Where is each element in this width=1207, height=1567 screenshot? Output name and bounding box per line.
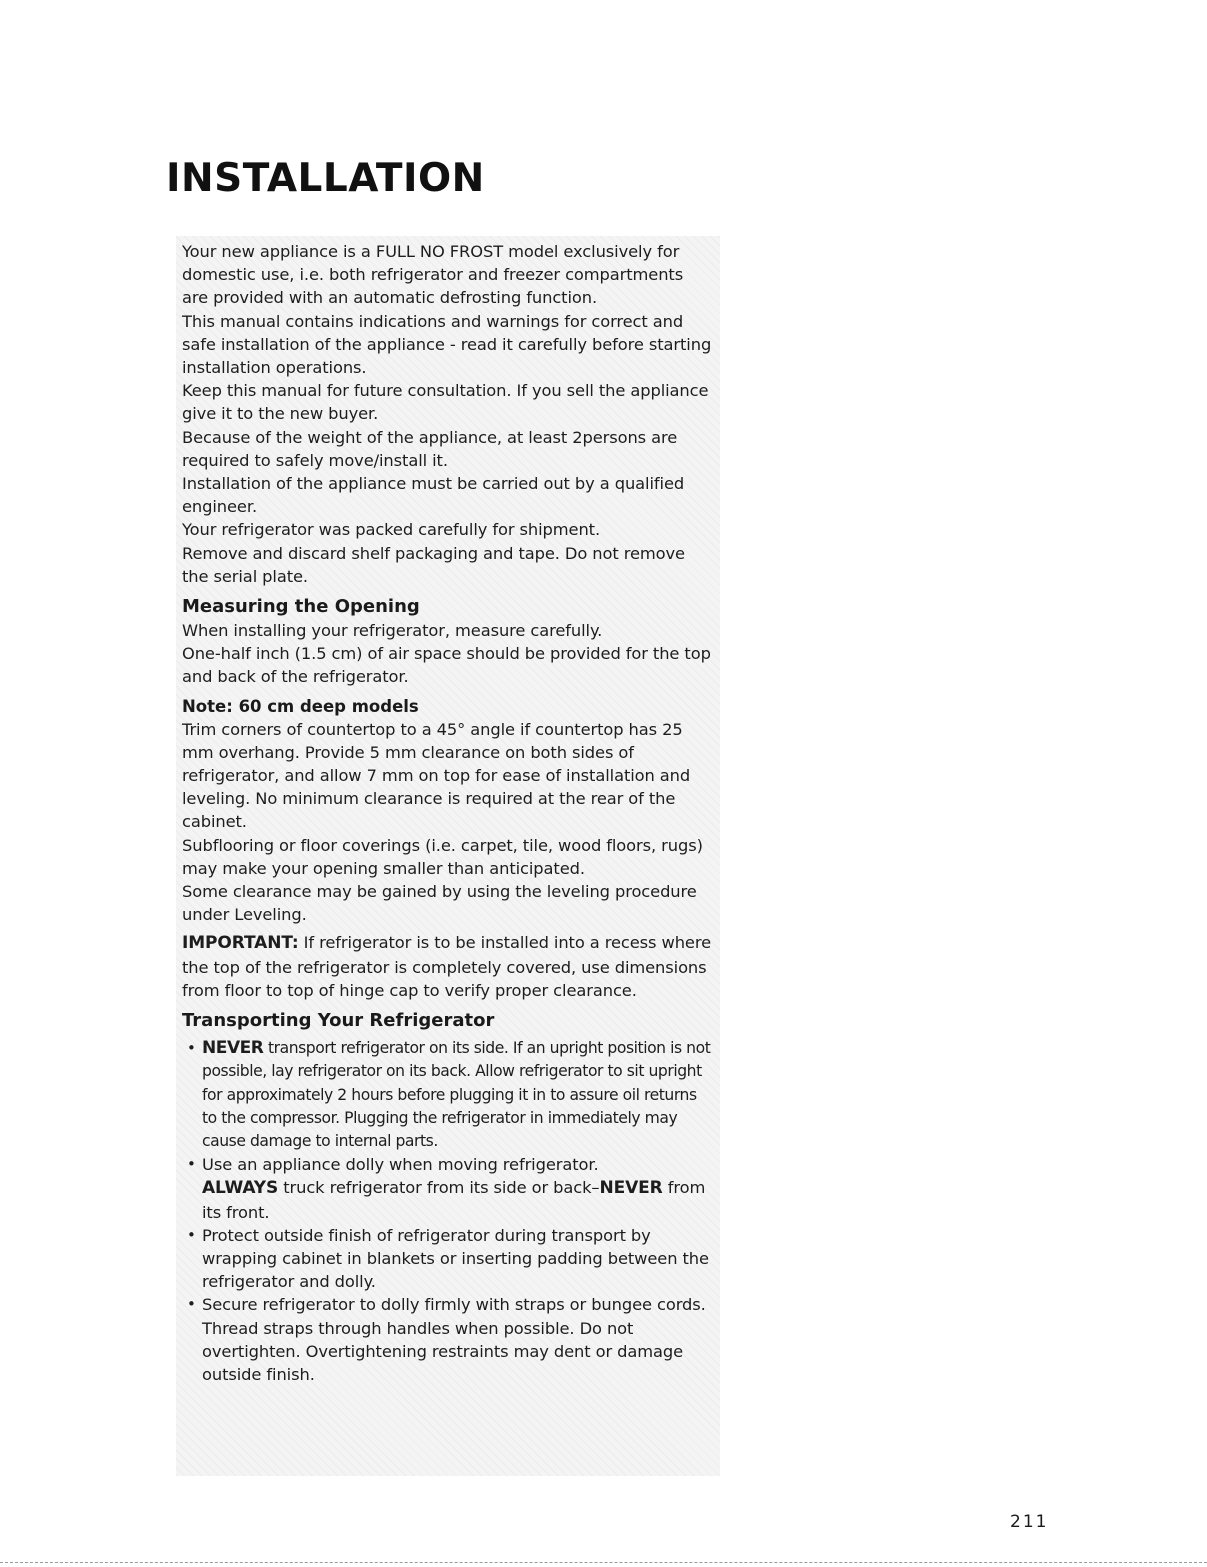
bullet-icon: •	[187, 1155, 196, 1174]
page-title: INSTALLATION	[166, 156, 485, 201]
bullet-text: Use an appliance dolly when moving refrigerator.	[202, 1155, 599, 1175]
list-item	[182, 1153, 712, 1224]
bullet-icon: •	[187, 1039, 196, 1058]
bullet-text: Secure refrigerator to dolly firmly with straps or bungee cords. Thread straps through handles when possible. Do not overtighten. Overtightening restraints may dent or damage outside finish.	[202, 1295, 706, 1384]
intro-paragraph-1: Your new appliance is a FULL NO FROST model exclusively for domestic use, i.e. both refrigerator and freezer compartments are provided with an automatic defrosting function.	[182, 242, 684, 308]
note-heading: Note: 60 cm deep models	[182, 696, 419, 716]
never-label: NEVER	[599, 1178, 663, 1199]
measuring-heading: Measuring the Opening	[182, 596, 420, 618]
intro-paragraph-2: This manual contains indications and warnings for correct and safe installation of the appliance - read it carefully before starting installation operations.	[182, 311, 712, 378]
always-label: ALWAYS	[202, 1178, 279, 1199]
never-label: NEVER	[202, 1038, 264, 1059]
bullet-icon: •	[187, 1295, 196, 1314]
note-paragraph-1: Trim corners of countertop to a 45° angle if countertop has 25 mm overhang. Provide 5 mm clearance on both sides of refrigerator, and allow 7 mm on top for ease of installation and leveling. No minimum clearance is required at the rear of the cabinet.	[182, 719, 691, 832]
content-panel	[176, 236, 720, 1476]
transport-heading: Transporting Your Refrigerator	[182, 1010, 495, 1032]
intro-paragraph-4: Because of the weight of the appliance, at least 2persons are required to safely move/install it.	[182, 427, 678, 470]
list-item	[182, 1037, 712, 1153]
intro-paragraph-7: Remove and discard shelf packaging and tape. Do not remove the serial plate.	[182, 543, 685, 586]
page-number: 211	[1010, 1512, 1049, 1532]
measuring-paragraph-2: One-half inch (1.5 cm) of air space should be provided for the top and back of the refrigerator.	[182, 644, 711, 687]
intro-paragraph-5: Installation of the appliance must be carried out by a qualified engineer.	[182, 474, 685, 517]
important-text: If refrigerator is to be installed into a recess where the top of the refrigerator is completely covered, use dimensions from floor to top of hinge cap to verify proper clearance.	[182, 933, 711, 1000]
intro-paragraph-6: Your refrigerator was packed carefully for shipment.	[182, 520, 601, 540]
bullet-text: from its front.	[202, 1178, 706, 1222]
measuring-paragraph-1: When installing your refrigerator, measure carefully.	[182, 621, 603, 641]
important-paragraph	[182, 931, 712, 1002]
page-bottom-rule	[0, 1562, 1207, 1563]
intro-paragraph-3: Keep this manual for future consultation. If you sell the appliance give it to the new buyer.	[182, 381, 709, 424]
bullet-text: truck refrigerator from its side or back–	[278, 1178, 600, 1198]
list-item	[182, 1224, 712, 1294]
list-item	[182, 1293, 712, 1386]
note-paragraph-2: Subflooring or floor coverings (i.e. carpet, tile, wood floors, rugs) may make your opening smaller than anticipated.	[182, 835, 703, 878]
bullet-icon: •	[187, 1225, 196, 1244]
important-label: IMPORTANT:	[182, 933, 299, 954]
transport-bullet-list	[182, 1037, 712, 1386]
bullet-text: transport refrigerator on its side. If an upright position is not possible, lay refrigerator on its back. Allow refrigerator to sit upright for approximately 2 hours before plugging it in to assure oil returns to the compressor. Plugging the refrigerator in immediately may cause damage to internal parts.	[202, 1039, 711, 1150]
bullet-text: Protect outside finish of refrigerator during transport by wrapping cabinet in blankets or inserting padding between the refrigerator and dolly.	[202, 1225, 709, 1292]
note-paragraph-3: Some clearance may be gained by using the leveling procedure under Leveling.	[182, 882, 697, 925]
